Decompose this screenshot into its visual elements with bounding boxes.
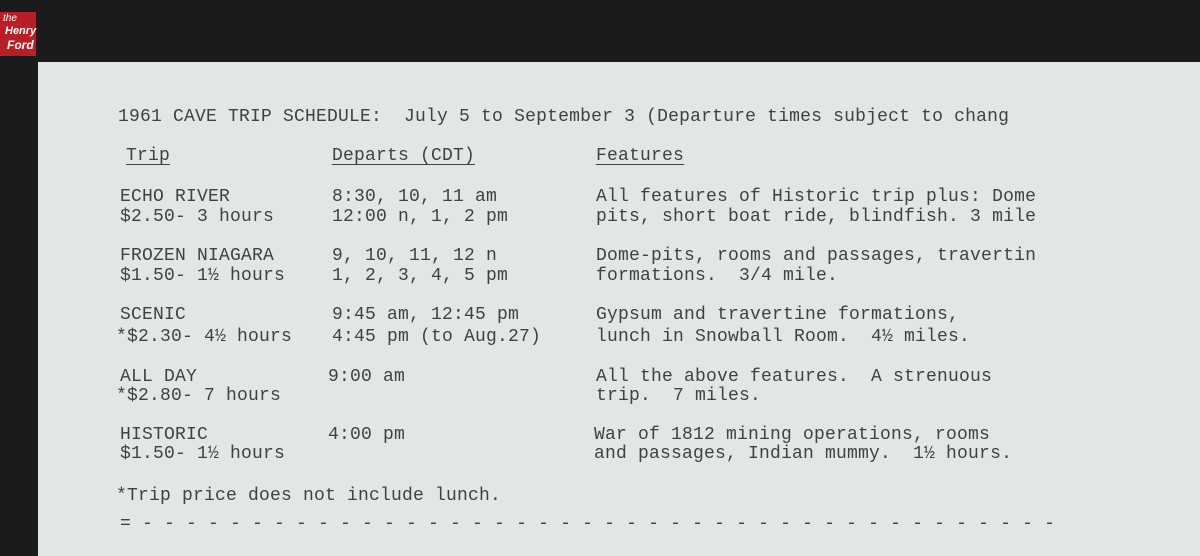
trip-name: ALL DAY bbox=[120, 367, 198, 387]
trip-price: *$2.80- 7 hours bbox=[116, 386, 282, 406]
trip-departs-line: 4:45 pm (to Aug.27) bbox=[332, 327, 542, 347]
header-features: Features bbox=[596, 146, 685, 166]
trip-price: $1.50- 1½ hours bbox=[120, 444, 286, 464]
trip-features-line: pits, short boat ride, blindfish. 3 mile bbox=[596, 207, 1037, 227]
trip-features-line: All features of Historic trip plus: Dome bbox=[596, 187, 1037, 207]
trip-features-line: and passages, Indian mummy. 1½ hours. bbox=[594, 444, 1013, 464]
trip-name: HISTORIC bbox=[120, 425, 209, 445]
trip-name: ECHO RIVER bbox=[120, 187, 231, 207]
trip-departs-line: 4:00 pm bbox=[328, 425, 406, 445]
trip-features-line: All the above features. A strenuous bbox=[596, 367, 993, 387]
schedule-title: 1961 CAVE TRIP SCHEDULE: July 5 to September 3 (Departure times subject to chang bbox=[118, 107, 1010, 127]
trip-name: FROZEN NIAGARA bbox=[120, 246, 275, 266]
footnote: *Trip price does not include lunch. bbox=[116, 486, 502, 506]
trip-features-line: Gypsum and travertine formations, bbox=[596, 305, 960, 325]
trip-price: $1.50- 1½ hours bbox=[120, 266, 286, 286]
trip-features-line: trip. 7 miles. bbox=[596, 386, 762, 406]
logo-line-the: the bbox=[3, 13, 17, 24]
trip-price: $2.50- 3 hours bbox=[120, 207, 275, 227]
henry-ford-logo bbox=[0, 12, 36, 56]
trip-departs-line: 12:00 n, 1, 2 pm bbox=[332, 207, 509, 227]
trip-departs-line: 9, 10, 11, 12 n bbox=[332, 246, 498, 266]
trip-departs-line: 9:00 am bbox=[328, 367, 406, 387]
trip-departs-line: 8:30, 10, 11 am bbox=[332, 187, 498, 207]
trip-features-line: War of 1812 mining operations, rooms bbox=[594, 425, 991, 445]
trip-price: *$2.30- 4½ hours bbox=[116, 327, 293, 347]
header-departs: Departs (CDT) bbox=[332, 146, 476, 166]
trip-features-line: Dome-pits, rooms and passages, travertin bbox=[596, 246, 1037, 266]
trip-name: SCENIC bbox=[120, 305, 187, 325]
logo-line-ford: Ford bbox=[7, 38, 34, 52]
trip-features-line: lunch in Snowball Room. 4½ miles. bbox=[596, 327, 971, 347]
trip-departs-line: 9:45 am, 12:45 pm bbox=[332, 305, 520, 325]
logo-line-henry: Henry bbox=[5, 25, 37, 37]
header-trip: Trip bbox=[126, 146, 171, 166]
trip-departs-line: 1, 2, 3, 4, 5 pm bbox=[332, 266, 509, 286]
trip-features-line: formations. 3/4 mile. bbox=[596, 266, 839, 286]
dash-rule: = - - - - - - - - - - - - - - - - - - - - - - - - - - - - - - - - - - - - - - - - - - bbox=[120, 514, 1056, 534]
schedule-document bbox=[38, 62, 1200, 556]
